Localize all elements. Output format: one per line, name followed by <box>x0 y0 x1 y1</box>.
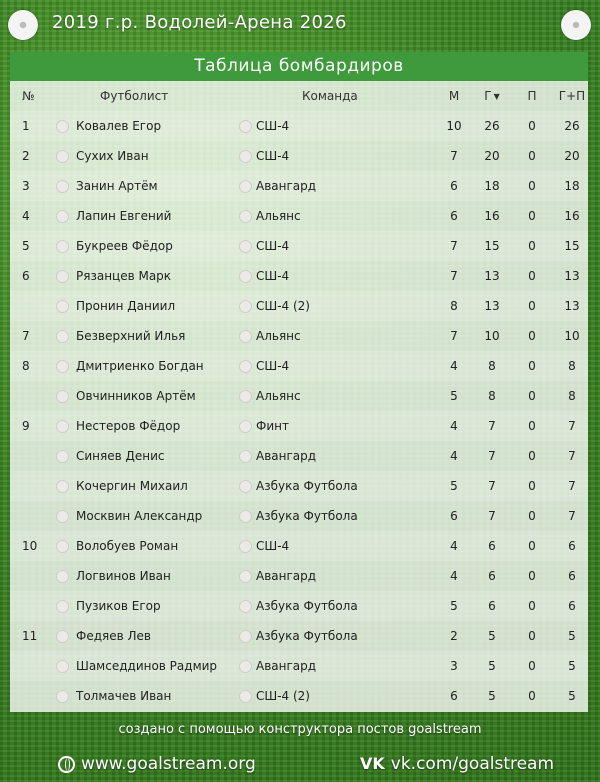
row-team: СШ-4 (2) <box>256 299 310 313</box>
row-assists: 0 <box>528 449 536 463</box>
row-matches: 6 <box>450 509 458 523</box>
team-logo-icon-wrap <box>239 321 251 351</box>
row-goals: 5 <box>488 629 496 643</box>
row-total: 8 <box>568 359 576 373</box>
table-row[interactable] <box>10 681 588 711</box>
player-avatar-icon <box>56 600 69 613</box>
table-row[interactable] <box>10 441 588 471</box>
row-player: Волобуев Роман <box>76 539 179 553</box>
team-logo-icon-wrap <box>239 411 251 441</box>
row-team: Авангард <box>256 569 317 583</box>
player-avatar-icon-wrap <box>56 531 68 561</box>
team-logo-icon <box>239 270 252 283</box>
team-logo-icon <box>239 180 252 193</box>
row-matches: 7 <box>450 329 458 343</box>
header <box>0 0 600 50</box>
row-total: 5 <box>568 659 576 673</box>
row-player: Кочергин Михаил <box>76 479 188 493</box>
row-goals: 6 <box>488 569 496 583</box>
row-team: Азбука Футбола <box>256 599 358 613</box>
row-matches: 4 <box>450 359 458 373</box>
column-team[interactable]: Команда <box>302 89 358 103</box>
team-logo-icon-wrap <box>239 471 251 501</box>
player-avatar-icon <box>56 660 69 673</box>
row-assists: 0 <box>528 149 536 163</box>
row-assists: 0 <box>528 509 536 523</box>
row-matches: 3 <box>450 659 458 673</box>
table-row[interactable] <box>10 321 588 351</box>
row-rank: 1 <box>22 119 30 133</box>
row-goals: 5 <box>488 689 496 703</box>
row-matches: 4 <box>450 539 458 553</box>
row-rank: 2 <box>22 149 30 163</box>
row-assists: 0 <box>528 119 536 133</box>
table-row[interactable] <box>10 351 588 381</box>
table-row[interactable] <box>10 531 588 561</box>
row-assists: 0 <box>528 629 536 643</box>
table-row[interactable] <box>10 201 588 231</box>
row-rank <box>22 501 42 531</box>
table-row[interactable] <box>10 381 588 411</box>
row-goals: 7 <box>488 419 496 433</box>
team-logo-icon <box>239 420 252 433</box>
row-player: Овчинников Артём <box>76 389 196 403</box>
row-player: Пузиков Егор <box>76 599 161 613</box>
player-avatar-icon-wrap <box>56 441 68 471</box>
player-avatar-icon-wrap <box>56 501 68 531</box>
row-team: СШ-4 <box>256 149 290 163</box>
row-assists: 0 <box>528 479 536 493</box>
row-team: Альянс <box>256 209 301 223</box>
row-player: Безверхний Илья <box>76 329 186 343</box>
row-player: Ковалев Егор <box>76 119 162 133</box>
row-team: СШ-4 (2) <box>256 689 310 703</box>
player-avatar-icon-wrap <box>56 111 68 141</box>
column-player[interactable]: Футболист <box>100 89 169 103</box>
row-assists: 0 <box>528 359 536 373</box>
row-matches: 5 <box>450 479 458 493</box>
website-label: www.goalstream.org <box>81 754 256 774</box>
team-logo-icon <box>239 120 252 133</box>
row-matches: 2 <box>450 629 458 643</box>
column-goals-label: Г <box>484 89 492 103</box>
row-team: СШ-4 <box>256 239 290 253</box>
team-logo-icon <box>239 570 252 583</box>
scorers-table <box>10 52 588 712</box>
row-rank: 3 <box>22 179 30 193</box>
row-total: 7 <box>568 509 576 523</box>
table-body <box>10 111 588 711</box>
player-avatar-icon <box>56 300 69 313</box>
row-goals: 8 <box>488 389 496 403</box>
player-avatar-icon <box>56 330 69 343</box>
player-avatar-icon <box>56 240 69 253</box>
row-player: Синяев Денис <box>76 449 165 463</box>
row-team: СШ-4 <box>256 119 290 133</box>
row-matches: 4 <box>450 419 458 433</box>
player-avatar-icon <box>56 270 69 283</box>
team-logo-icon <box>239 690 252 703</box>
row-team: Азбука Футбола <box>256 479 358 493</box>
tournament-logo-right <box>561 10 591 40</box>
row-rank: 6 <box>22 269 30 283</box>
row-total: 26 <box>564 119 580 133</box>
row-total: 6 <box>568 569 576 583</box>
table-header <box>10 81 588 111</box>
player-avatar-icon <box>56 450 69 463</box>
row-goals: 13 <box>484 269 500 283</box>
vk-label: vk.com/goalstream <box>390 754 555 774</box>
row-team: СШ-4 <box>256 359 290 373</box>
row-team: Альянс <box>256 329 301 343</box>
row-team: Авангард <box>256 179 317 193</box>
footer-credit: создано с помощью конструктора постов goalstream <box>118 722 482 737</box>
row-rank: 5 <box>22 239 30 253</box>
row-assists: 0 <box>528 209 536 223</box>
player-avatar-icon <box>56 360 69 373</box>
row-goals: 16 <box>484 209 500 223</box>
tournament-logo-left <box>8 10 38 40</box>
row-team: Азбука Футбола <box>256 509 358 523</box>
player-avatar-icon-wrap <box>56 261 68 291</box>
player-avatar-icon <box>56 570 69 583</box>
row-player: Сухих Иван <box>76 149 149 163</box>
table-row[interactable] <box>10 261 588 291</box>
row-total: 13 <box>564 299 580 313</box>
row-player: Федяев Лев <box>76 629 151 643</box>
table-row[interactable] <box>10 501 588 531</box>
footer <box>0 754 600 778</box>
row-goals: 20 <box>484 149 500 163</box>
column-total[interactable]: Г+П <box>558 89 586 103</box>
player-avatar-icon <box>56 180 69 193</box>
row-matches: 6 <box>450 209 458 223</box>
row-rank <box>22 591 42 621</box>
row-team: СШ-4 <box>256 269 290 283</box>
table-row[interactable] <box>10 291 588 321</box>
player-avatar-icon <box>56 150 69 163</box>
row-rank <box>22 471 42 501</box>
team-logo-icon-wrap <box>239 441 251 471</box>
player-avatar-icon-wrap <box>56 411 68 441</box>
globe-icon <box>58 756 75 773</box>
player-avatar-icon-wrap <box>56 141 68 171</box>
player-avatar-icon-wrap <box>56 561 68 591</box>
team-logo-icon-wrap <box>239 351 251 381</box>
team-logo-icon <box>239 480 252 493</box>
column-matches[interactable]: М <box>448 89 460 103</box>
row-player: Шамседдинов Радмир <box>76 659 218 673</box>
row-team: Альянс <box>256 389 301 403</box>
website-link[interactable] <box>58 754 256 774</box>
row-goals: 13 <box>484 299 500 313</box>
row-assists: 0 <box>528 389 536 403</box>
vk-link[interactable] <box>360 754 554 774</box>
team-logo-icon-wrap <box>239 261 251 291</box>
team-logo-icon-wrap <box>239 501 251 531</box>
team-logo-icon-wrap <box>239 231 251 261</box>
team-logo-icon <box>239 390 252 403</box>
team-logo-icon <box>239 510 252 523</box>
player-avatar-icon <box>56 390 69 403</box>
team-logo-icon <box>239 150 252 163</box>
row-total: 18 <box>564 179 580 193</box>
player-avatar-icon-wrap <box>56 291 68 321</box>
row-assists: 0 <box>528 539 536 553</box>
row-assists: 0 <box>528 599 536 613</box>
player-avatar-icon-wrap <box>56 321 68 351</box>
player-avatar-icon <box>56 630 69 643</box>
row-total: 8 <box>568 389 576 403</box>
row-goals: 10 <box>484 329 500 343</box>
row-rank <box>22 561 42 591</box>
table-row[interactable] <box>10 171 588 201</box>
row-rank: 7 <box>22 329 30 343</box>
team-logo-icon-wrap <box>239 591 251 621</box>
player-avatar-icon <box>56 480 69 493</box>
team-logo-icon <box>239 210 252 223</box>
row-player: Москвин Александр <box>76 509 203 523</box>
row-team: Азбука Футбола <box>256 629 358 643</box>
row-rank <box>22 441 42 471</box>
row-total: 6 <box>568 539 576 553</box>
player-avatar-icon-wrap <box>56 591 68 621</box>
vk-icon: VK <box>360 754 385 773</box>
row-player: Букреев Фёдор <box>76 239 173 253</box>
row-matches: 10 <box>446 119 462 133</box>
column-goals[interactable] <box>480 81 504 111</box>
team-logo-icon-wrap <box>239 291 251 321</box>
row-goals: 6 <box>488 539 496 553</box>
row-total: 10 <box>564 329 580 343</box>
team-logo-icon <box>239 360 252 373</box>
table-row[interactable] <box>10 561 588 591</box>
row-goals: 7 <box>488 509 496 523</box>
team-logo-icon-wrap <box>239 201 251 231</box>
player-avatar-icon-wrap <box>56 381 68 411</box>
team-logo-icon <box>239 240 252 253</box>
row-total: 5 <box>568 689 576 703</box>
row-player: Дмитриенко Богдан <box>76 359 204 373</box>
row-matches: 7 <box>450 149 458 163</box>
page-title: 2019 г.р. Водолей-Арена 2026 <box>52 12 347 33</box>
row-rank <box>22 681 42 711</box>
team-logo-icon <box>239 600 252 613</box>
team-logo-icon-wrap <box>239 171 251 201</box>
row-player: Пронин Даниил <box>76 299 176 313</box>
row-assists: 0 <box>528 689 536 703</box>
row-goals: 7 <box>488 449 496 463</box>
table-row[interactable] <box>10 651 588 681</box>
row-matches: 7 <box>450 239 458 253</box>
row-player: Рязанцев Марк <box>76 269 172 283</box>
table-title: Таблица бомбардиров <box>10 52 588 81</box>
row-assists: 0 <box>528 659 536 673</box>
row-total: 6 <box>568 599 576 613</box>
row-matches: 6 <box>450 179 458 193</box>
row-goals: 7 <box>488 479 496 493</box>
row-goals: 26 <box>484 119 500 133</box>
row-matches: 4 <box>450 569 458 583</box>
team-logo-icon <box>239 540 252 553</box>
row-assists: 0 <box>528 569 536 583</box>
row-player: Занин Артём <box>76 179 158 193</box>
team-logo-icon-wrap <box>239 141 251 171</box>
row-total: 20 <box>564 149 580 163</box>
row-matches: 4 <box>450 449 458 463</box>
row-matches: 7 <box>450 269 458 283</box>
row-total: 7 <box>568 479 576 493</box>
row-rank: 8 <box>22 359 30 373</box>
row-rank: 10 <box>22 539 38 553</box>
team-logo-icon-wrap <box>239 681 251 711</box>
team-logo-icon <box>239 300 252 313</box>
row-matches: 5 <box>450 599 458 613</box>
player-avatar-icon <box>56 510 69 523</box>
row-total: 15 <box>564 239 580 253</box>
row-team: Финт <box>256 419 289 433</box>
row-assists: 0 <box>528 239 536 253</box>
player-avatar-icon-wrap <box>56 651 68 681</box>
player-avatar-icon <box>56 120 69 133</box>
row-total: 7 <box>568 419 576 433</box>
row-assists: 0 <box>528 329 536 343</box>
row-assists: 0 <box>528 269 536 283</box>
table-row[interactable] <box>10 591 588 621</box>
player-avatar-icon-wrap <box>56 201 68 231</box>
table-row[interactable] <box>10 621 588 651</box>
team-logo-icon <box>239 630 252 643</box>
row-rank: 9 <box>22 419 30 433</box>
player-avatar-icon-wrap <box>56 681 68 711</box>
team-logo-icon <box>239 330 252 343</box>
row-team: СШ-4 <box>256 539 290 553</box>
player-avatar-icon-wrap <box>56 471 68 501</box>
row-player: Лапин Евгений <box>76 209 172 223</box>
player-avatar-icon-wrap <box>56 621 68 651</box>
player-avatar-icon <box>56 690 69 703</box>
table-row[interactable] <box>10 231 588 261</box>
row-total: 13 <box>564 269 580 283</box>
row-goals: 5 <box>488 659 496 673</box>
column-rank[interactable]: № <box>22 89 35 103</box>
row-matches: 5 <box>450 389 458 403</box>
row-goals: 8 <box>488 359 496 373</box>
team-logo-icon-wrap <box>239 621 251 651</box>
row-player: Нестеров Фёдор <box>76 419 181 433</box>
row-total: 5 <box>568 629 576 643</box>
row-rank <box>22 651 42 681</box>
player-avatar-icon-wrap <box>56 231 68 261</box>
row-goals: 6 <box>488 599 496 613</box>
team-logo-icon-wrap <box>239 381 251 411</box>
team-logo-icon-wrap <box>239 561 251 591</box>
row-player: Толмачев Иван <box>76 689 172 703</box>
table-row[interactable] <box>10 111 588 141</box>
team-logo-icon <box>239 450 252 463</box>
player-avatar-icon <box>56 540 69 553</box>
team-logo-icon-wrap <box>239 111 251 141</box>
row-team: Авангард <box>256 449 317 463</box>
row-team: Авангард <box>256 659 317 673</box>
row-total: 7 <box>568 449 576 463</box>
row-matches: 8 <box>450 299 458 313</box>
row-rank: 4 <box>22 209 30 223</box>
team-logo-icon-wrap <box>239 531 251 561</box>
table-row[interactable] <box>10 411 588 441</box>
table-row[interactable] <box>10 141 588 171</box>
row-rank <box>22 381 42 411</box>
row-assists: 0 <box>528 419 536 433</box>
row-assists: 0 <box>528 179 536 193</box>
row-player: Логвинов Иван <box>76 569 171 583</box>
row-rank <box>22 291 42 321</box>
team-logo-icon-wrap <box>239 651 251 681</box>
row-goals: 18 <box>484 179 500 193</box>
player-avatar-icon-wrap <box>56 171 68 201</box>
player-avatar-icon <box>56 210 69 223</box>
column-assists[interactable]: П <box>527 89 537 103</box>
sort-caret-icon: ▼ <box>493 91 500 101</box>
player-avatar-icon <box>56 420 69 433</box>
row-assists: 0 <box>528 299 536 313</box>
team-logo-icon <box>239 660 252 673</box>
player-avatar-icon-wrap <box>56 351 68 381</box>
row-total: 16 <box>564 209 580 223</box>
row-goals: 15 <box>484 239 500 253</box>
row-rank: 11 <box>22 629 38 643</box>
row-matches: 6 <box>450 689 458 703</box>
table-row[interactable] <box>10 471 588 501</box>
